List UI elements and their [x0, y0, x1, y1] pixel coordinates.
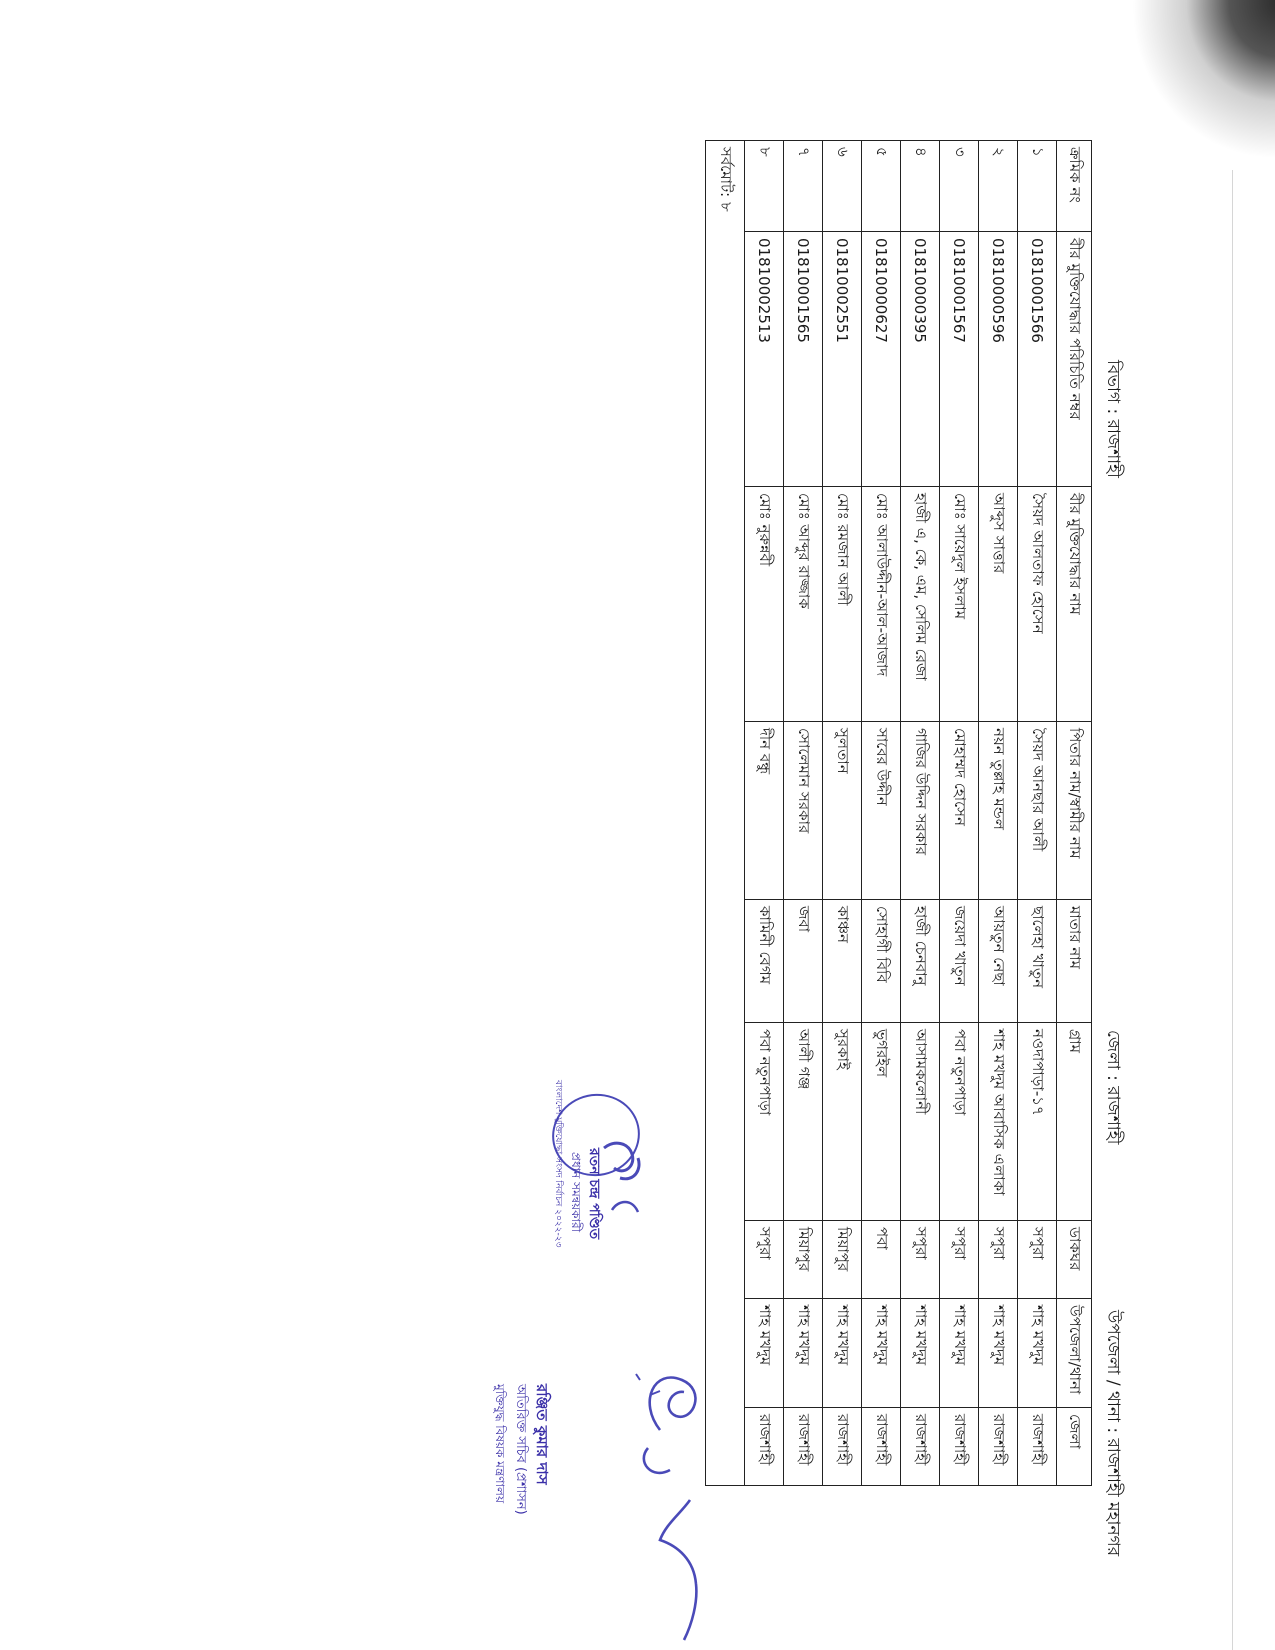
- cell-father: সাবের উদ্দীন: [862, 722, 901, 900]
- cell-name: মোঃ রমজান আলী: [823, 487, 862, 722]
- cell-district: রাজশাহী: [823, 1408, 862, 1486]
- cell-post-office: মিয়াপুর: [823, 1221, 862, 1299]
- col-mother-name: মাতার নাম: [1057, 900, 1092, 1023]
- cell-name: আব্দুস সাত্তার: [979, 487, 1018, 722]
- cell-village: নওদাপাড়া-১৭: [1018, 1023, 1057, 1221]
- cell-upazila: শাহ মখদুম: [901, 1299, 940, 1408]
- cell-district: রাজশাহী: [1018, 1408, 1057, 1486]
- cell-post-office: পবা: [862, 1221, 901, 1299]
- cell-name: মোঃ আলাউদ্দীন-আল-আজাদ: [862, 487, 901, 722]
- cell-upazila: শাহ মখদুম: [1018, 1299, 1057, 1408]
- cell-village: আসামকলোনী: [901, 1023, 940, 1221]
- col-village: গ্রাম: [1057, 1023, 1092, 1221]
- cell-district: রাজশাহী: [862, 1408, 901, 1486]
- cell-mother: জবা: [784, 900, 823, 1023]
- cell-name: সৈয়দ আলতাফ হোসেন: [1018, 487, 1057, 722]
- cell-id: 01810001565: [784, 232, 823, 487]
- cell-name: মোঃ সায়েদুল ইসলাম: [940, 487, 979, 722]
- cell-serial: ৪: [901, 141, 940, 232]
- cell-father: দীন বন্ধু: [745, 722, 784, 900]
- cell-father: নয়ন তুল্লাহ মন্ডল: [979, 722, 1018, 900]
- cell-name: হাজী এ, কে, এম, সেলিম রেজা: [901, 487, 940, 722]
- cell-mother: কাঞ্চন: [823, 900, 862, 1023]
- cell-id: 01810000627: [862, 232, 901, 487]
- signatory-left-org: বাংলাদেশ মুক্তিযোদ্ধা সংসদ নির্বাচন ২০২২-২৩: [553, 1080, 563, 1248]
- cell-father: সৈয়দ আনছার আলী: [1018, 722, 1057, 900]
- upazila-label: উপজেলা / থানা : রাজশাহী মহানগর: [1103, 1310, 1123, 1557]
- cell-district: রাজশাহী: [745, 1408, 784, 1486]
- cell-serial: ১: [1018, 141, 1057, 232]
- cell-id: 01810002551: [823, 232, 862, 487]
- cell-district: রাজশাহী: [901, 1408, 940, 1486]
- col-upazila: উপজেলা/থানা: [1057, 1299, 1092, 1408]
- cell-village: পবা নতুনপাড়া: [745, 1023, 784, 1221]
- cell-village: আলী গঞ্জ: [784, 1023, 823, 1221]
- cell-village: সুরকাই: [823, 1023, 862, 1221]
- cell-mother: সোহাগী বিবি: [862, 900, 901, 1023]
- cell-upazila: শাহ মখদুম: [862, 1299, 901, 1408]
- cell-post-office: মিয়াপুর: [784, 1221, 823, 1299]
- cell-mother: জয়েদা খাতুন: [940, 900, 979, 1023]
- cell-mother: আয়তুন নেছা: [979, 900, 1018, 1023]
- cell-post-office: সপুরা: [745, 1221, 784, 1299]
- cell-post-office: সপুরা: [979, 1221, 1018, 1299]
- cell-post-office: সপুরা: [901, 1221, 940, 1299]
- cell-district: রাজশাহী: [979, 1408, 1018, 1486]
- cell-father: গাজির উদ্দিন সরকার: [901, 722, 940, 900]
- cell-id: 01810000596: [979, 232, 1018, 487]
- cell-id: 01810001567: [940, 232, 979, 487]
- col-id-number: বীর মুক্তিযোদ্ধার পরিচিতি নম্বর: [1057, 232, 1092, 487]
- cell-father: সুলতান: [823, 722, 862, 900]
- cell-village: পবা নতুনপাড়া: [940, 1023, 979, 1221]
- cell-serial: ২: [979, 141, 1018, 232]
- col-district: জেলা: [1057, 1408, 1092, 1486]
- cell-serial: ৩: [940, 141, 979, 232]
- cell-upazila: শাহ মখদুম: [784, 1299, 823, 1408]
- cell-father: মোহাম্মদ হোসেন: [940, 722, 979, 900]
- total-count: সর্বমোট: ৮: [706, 141, 745, 1486]
- cell-serial: ৬: [823, 141, 862, 232]
- cell-serial: ৮: [745, 141, 784, 232]
- cell-name: মোঃ আব্দুর রাজ্জাক: [784, 487, 823, 722]
- cell-village: ভুগরইল: [862, 1023, 901, 1221]
- cell-upazila: শাহ মখদুম: [823, 1299, 862, 1408]
- cell-upazila: শাহ মখদুম: [979, 1299, 1018, 1408]
- cell-id: 01810000395: [901, 232, 940, 487]
- col-post-office: ডাকঘর: [1057, 1221, 1092, 1299]
- col-name: বীর মুক্তিযোদ্ধার নাম: [1057, 487, 1092, 722]
- cell-id: 01810002513: [745, 232, 784, 487]
- col-serial: ক্রমিক নং: [1057, 141, 1092, 232]
- cell-mother: ছালেহা খাতুন: [1018, 900, 1057, 1023]
- col-father-name: পিতার নাম/স্বামীর নাম: [1057, 722, 1092, 900]
- cell-father: সোলেমান সরকার: [784, 722, 823, 900]
- cell-upazila: শাহ মখদুম: [940, 1299, 979, 1408]
- cell-mother: হাজী চেনবানু: [901, 900, 940, 1023]
- signatory-right-title: অতিরিক্ত সচিব (প্রশাসন): [513, 1384, 528, 1515]
- division-label: বিভাগ : রাজশাহী: [1103, 360, 1123, 478]
- cell-village: শাহ মখদুম আবাসিক এলাকা: [979, 1023, 1018, 1221]
- cell-serial: ৭: [784, 141, 823, 232]
- cell-post-office: সপুরা: [1018, 1221, 1057, 1299]
- cell-post-office: সপুরা: [940, 1221, 979, 1299]
- cell-district: রাজশাহী: [940, 1408, 979, 1486]
- signatory-left-name: রতন চন্দ্র পণ্ডিত: [586, 1148, 602, 1240]
- signatory-left-title: প্রধান সমন্বয়কারী: [569, 1152, 583, 1233]
- district-label: জেলা : রাজশাহী: [1103, 1030, 1123, 1145]
- signatory-right-org: মুক্তিযুদ্ধ বিষয়ক মন্ত্রণালয়: [493, 1384, 507, 1504]
- cell-mother: কামিনী বেগম: [745, 900, 784, 1023]
- cell-id: 01810001566: [1018, 232, 1057, 487]
- cell-name: মোঃ নুরুন্নবী: [745, 487, 784, 722]
- signatory-right-name: রঞ্জিত কুমার দাস: [533, 1384, 551, 1485]
- cell-upazila: শাহ মখদুম: [745, 1299, 784, 1408]
- cell-district: রাজশাহী: [784, 1408, 823, 1486]
- cell-serial: ৫: [862, 141, 901, 232]
